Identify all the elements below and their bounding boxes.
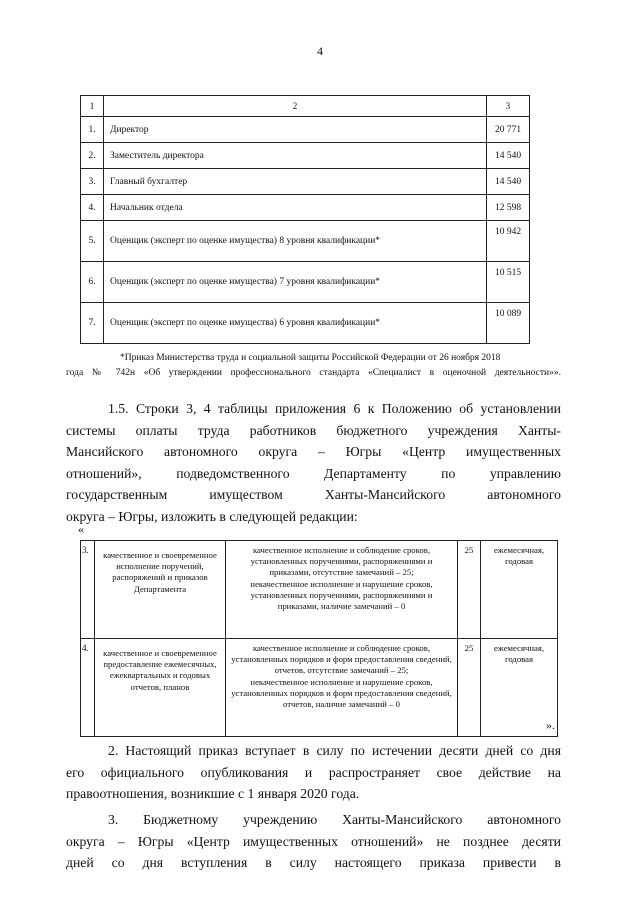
condition-text: некачественное исполнение и нарушение сроков, установленных поручениями, распоряжениями и приказами, наличие замечаний – 0	[250, 578, 433, 612]
paragraph-line: 2. Настоящий приказ вступает в силу по истечении десяти дней со дня	[108, 743, 561, 758]
paragraph-line: округа – Югры, изложить в следующей редакции:	[66, 508, 358, 524]
row-number: 7.	[81, 303, 104, 344]
periodicity: ежемесячная, годовая	[481, 541, 558, 639]
quote-open: «	[78, 522, 84, 536]
section-1-5-paragraph	[66, 398, 561, 528]
max-points: 25	[458, 639, 481, 737]
criteria-table	[80, 540, 558, 737]
table-row	[81, 541, 558, 639]
condition-text: некачественное исполнение и нарушение сроков, установленных порядков и форм предоставления сведений, отчетов, наличие замечаний – 0	[231, 676, 452, 710]
table-row	[81, 169, 530, 195]
criterion-conditions	[226, 639, 458, 737]
salary-value: 14 540	[487, 143, 530, 169]
table-row	[81, 195, 530, 221]
row-number: 4.	[81, 639, 95, 737]
salary-table	[80, 95, 530, 344]
condition-text: качественное исполнение и соблюдение сроков, установленных порядков и форм предоставления сведений, отчетов, отсутствие замечаний – 25;	[231, 643, 452, 676]
condition-text: качественное исполнение и соблюдение сроков, установленных поручениями, распоряжениями и приказами, отсутствие замечаний – 25;	[250, 545, 433, 578]
row-number: 6.	[81, 262, 104, 303]
position-name: Директор	[104, 117, 487, 143]
row-number: 2.	[81, 143, 104, 169]
position-name: Оценщик (эксперт по оценке имущества) 6 уровня квалификации*	[104, 303, 487, 344]
periodicity: ежемесячная, годовая	[481, 639, 558, 737]
page-number: 4	[317, 44, 323, 58]
table-header-row	[81, 96, 530, 117]
row-number: 1.	[81, 117, 104, 143]
table-row	[81, 221, 530, 262]
paragraph-line: 3. Бюджетному учреждению Ханты-Мансийского автономного	[108, 812, 561, 827]
header-cell: 2	[104, 96, 487, 117]
footnote	[66, 351, 561, 381]
footnote-line: *Приказ Министерства труда и социальной защиты Российской Федерации от 26 ноября 2018	[120, 353, 501, 363]
section-3-paragraph	[66, 809, 561, 874]
paragraph-line: государственным имуществом Ханты-Мансийского автономного	[66, 487, 561, 503]
position-name: Оценщик (эксперт по оценке имущества) 8 уровня квалификации*	[104, 221, 487, 262]
salary-value: 20 771	[487, 117, 530, 143]
position-name: Оценщик (эксперт по оценке имущества) 7 уровня квалификации*	[104, 262, 487, 303]
criterion-name: качественное и своевременное предоставление ежемесячных, ежеквартальных и годовых отчетов, планов	[95, 639, 226, 737]
position-name: Главный бухгалтер	[104, 169, 487, 195]
section-2-paragraph	[66, 740, 561, 805]
row-number: 3.	[81, 541, 95, 639]
table-row	[81, 639, 558, 737]
salary-value: 10 515	[487, 262, 530, 303]
paragraph-line: дней со дня вступления в силу настоящего приказа привести в	[66, 855, 561, 871]
paragraph-line: его официального опубликования и распространяет свое действие на	[66, 764, 561, 780]
paragraph-line: Мансийского автономного округа – Югры «Центр имущественных	[66, 444, 561, 460]
table-row	[81, 262, 530, 303]
row-number: 5.	[81, 221, 104, 262]
paragraph-line: 1.5. Строки 3, 4 таблицы приложения 6 к Положению об установлении	[108, 401, 561, 416]
header-cell: 3	[487, 96, 530, 117]
row-number: 4.	[81, 195, 104, 221]
header-cell: 1	[81, 96, 104, 117]
position-name: Начальник отдела	[104, 195, 487, 221]
position-name: Заместитель директора	[104, 143, 487, 169]
footnote-line: года № 742н «Об утверждении профессионального стандарта «Специалист в оценочной деятельности»».	[66, 368, 561, 378]
paragraph-line: округа – Югры «Центр имущественных отношений» не позднее десяти	[66, 833, 561, 849]
paragraph-line: правоотношения, возникшие с 1 января 2020 года.	[66, 786, 360, 802]
max-points: 25	[458, 541, 481, 639]
table-row	[81, 143, 530, 169]
table-row	[81, 303, 530, 344]
quote-close: ».	[546, 718, 555, 732]
paragraph-line: системы оплаты труда работников бюджетного учреждения Ханты-	[66, 422, 561, 438]
criterion-conditions	[226, 541, 458, 639]
row-number: 3.	[81, 169, 104, 195]
salary-value: 10 089	[487, 303, 530, 344]
criterion-name: качественное и своевременное исполнение поручений, распоряжений и приказов Департамента	[95, 541, 226, 639]
salary-value: 10 942	[487, 221, 530, 262]
salary-value: 12 598	[487, 195, 530, 221]
salary-value: 14 540	[487, 169, 530, 195]
table-row	[81, 117, 530, 143]
paragraph-line: отношений», подведомственного Департаменту по управлению	[66, 465, 561, 481]
